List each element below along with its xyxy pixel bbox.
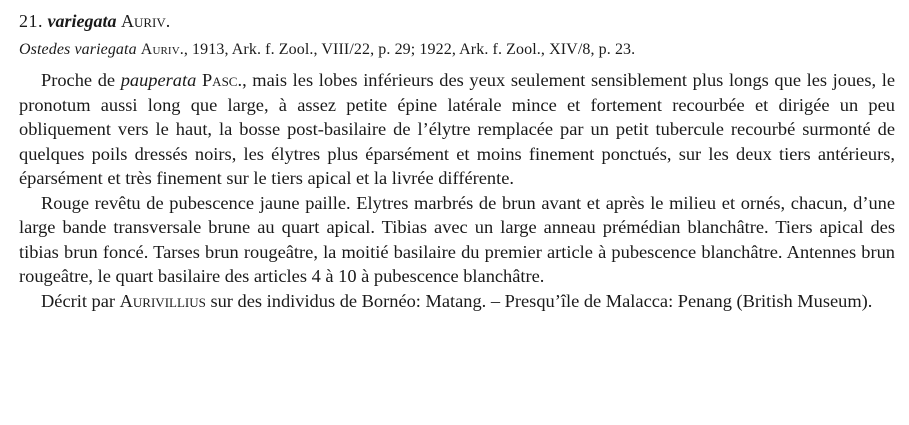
distribution-text: sur des individus de Bornéo: Matang. – Presqu’île de Malacca: Penang (British Museum). <box>205 290 873 311</box>
distribution-intro: Décrit par <box>41 290 120 311</box>
diagnosis-text: , mais les lobes inférieurs des yeux seulement sensiblement plus longs que les joues, le pronotum aussi long que large, à assez petite épine latérale mince et fortement recourbée et dirigée un peu obliquement vers le haut, la bosse post-basilaire de l’élytre remplacée par un petit tubercule recourbé surmonté de quelques poils dressés noirs, les élytres plus éparsément et moins finement ponctués, sur les deux tiers antérieurs, éparsément et très finement sur le tiers apical et la livrée différente. <box>19 70 896 188</box>
species-name: variegata <box>47 11 117 31</box>
species-author: Auriv. <box>121 11 171 31</box>
distribution-paragraph <box>19 289 895 314</box>
entry-number: 21. <box>19 11 43 31</box>
synonymy-line <box>19 38 895 62</box>
synonym-references: , 1913, Ark. f. Zool., VIII/22, p. 29; 1922, Ark. f. Zool., XIV/8, p. 23. <box>183 41 636 58</box>
synonym-author: Auriv. <box>140 41 184 58</box>
compared-author: Pasc. <box>201 70 243 90</box>
distribution-author: Aurivillius <box>119 290 206 311</box>
compared-species: pauperata <box>120 70 197 90</box>
species-heading <box>19 8 895 34</box>
species-entry <box>19 8 895 313</box>
diagnosis-intro: Proche de <box>41 70 121 90</box>
diagnosis-paragraph <box>19 68 895 191</box>
description-paragraph: Rouge revêtu de pubescence jaune paille. Elytres marbrés de brun avant et après le milieu et ornés, chacun, d’une large bande transversale brune au quart apical. Tibias avec un large anneau prémédian blanchâtre. Tiers apical des tibias brun foncé. Tarses brun rougeâtre, la moitié basilaire du premier article à pubescence blanchâtre. Antennes brun rougeâtre, le quart basilaire des articles 4 à 10 à pubescence blanchâtre. <box>19 192 895 286</box>
synonym-name: Ostedes variegata <box>19 41 137 58</box>
